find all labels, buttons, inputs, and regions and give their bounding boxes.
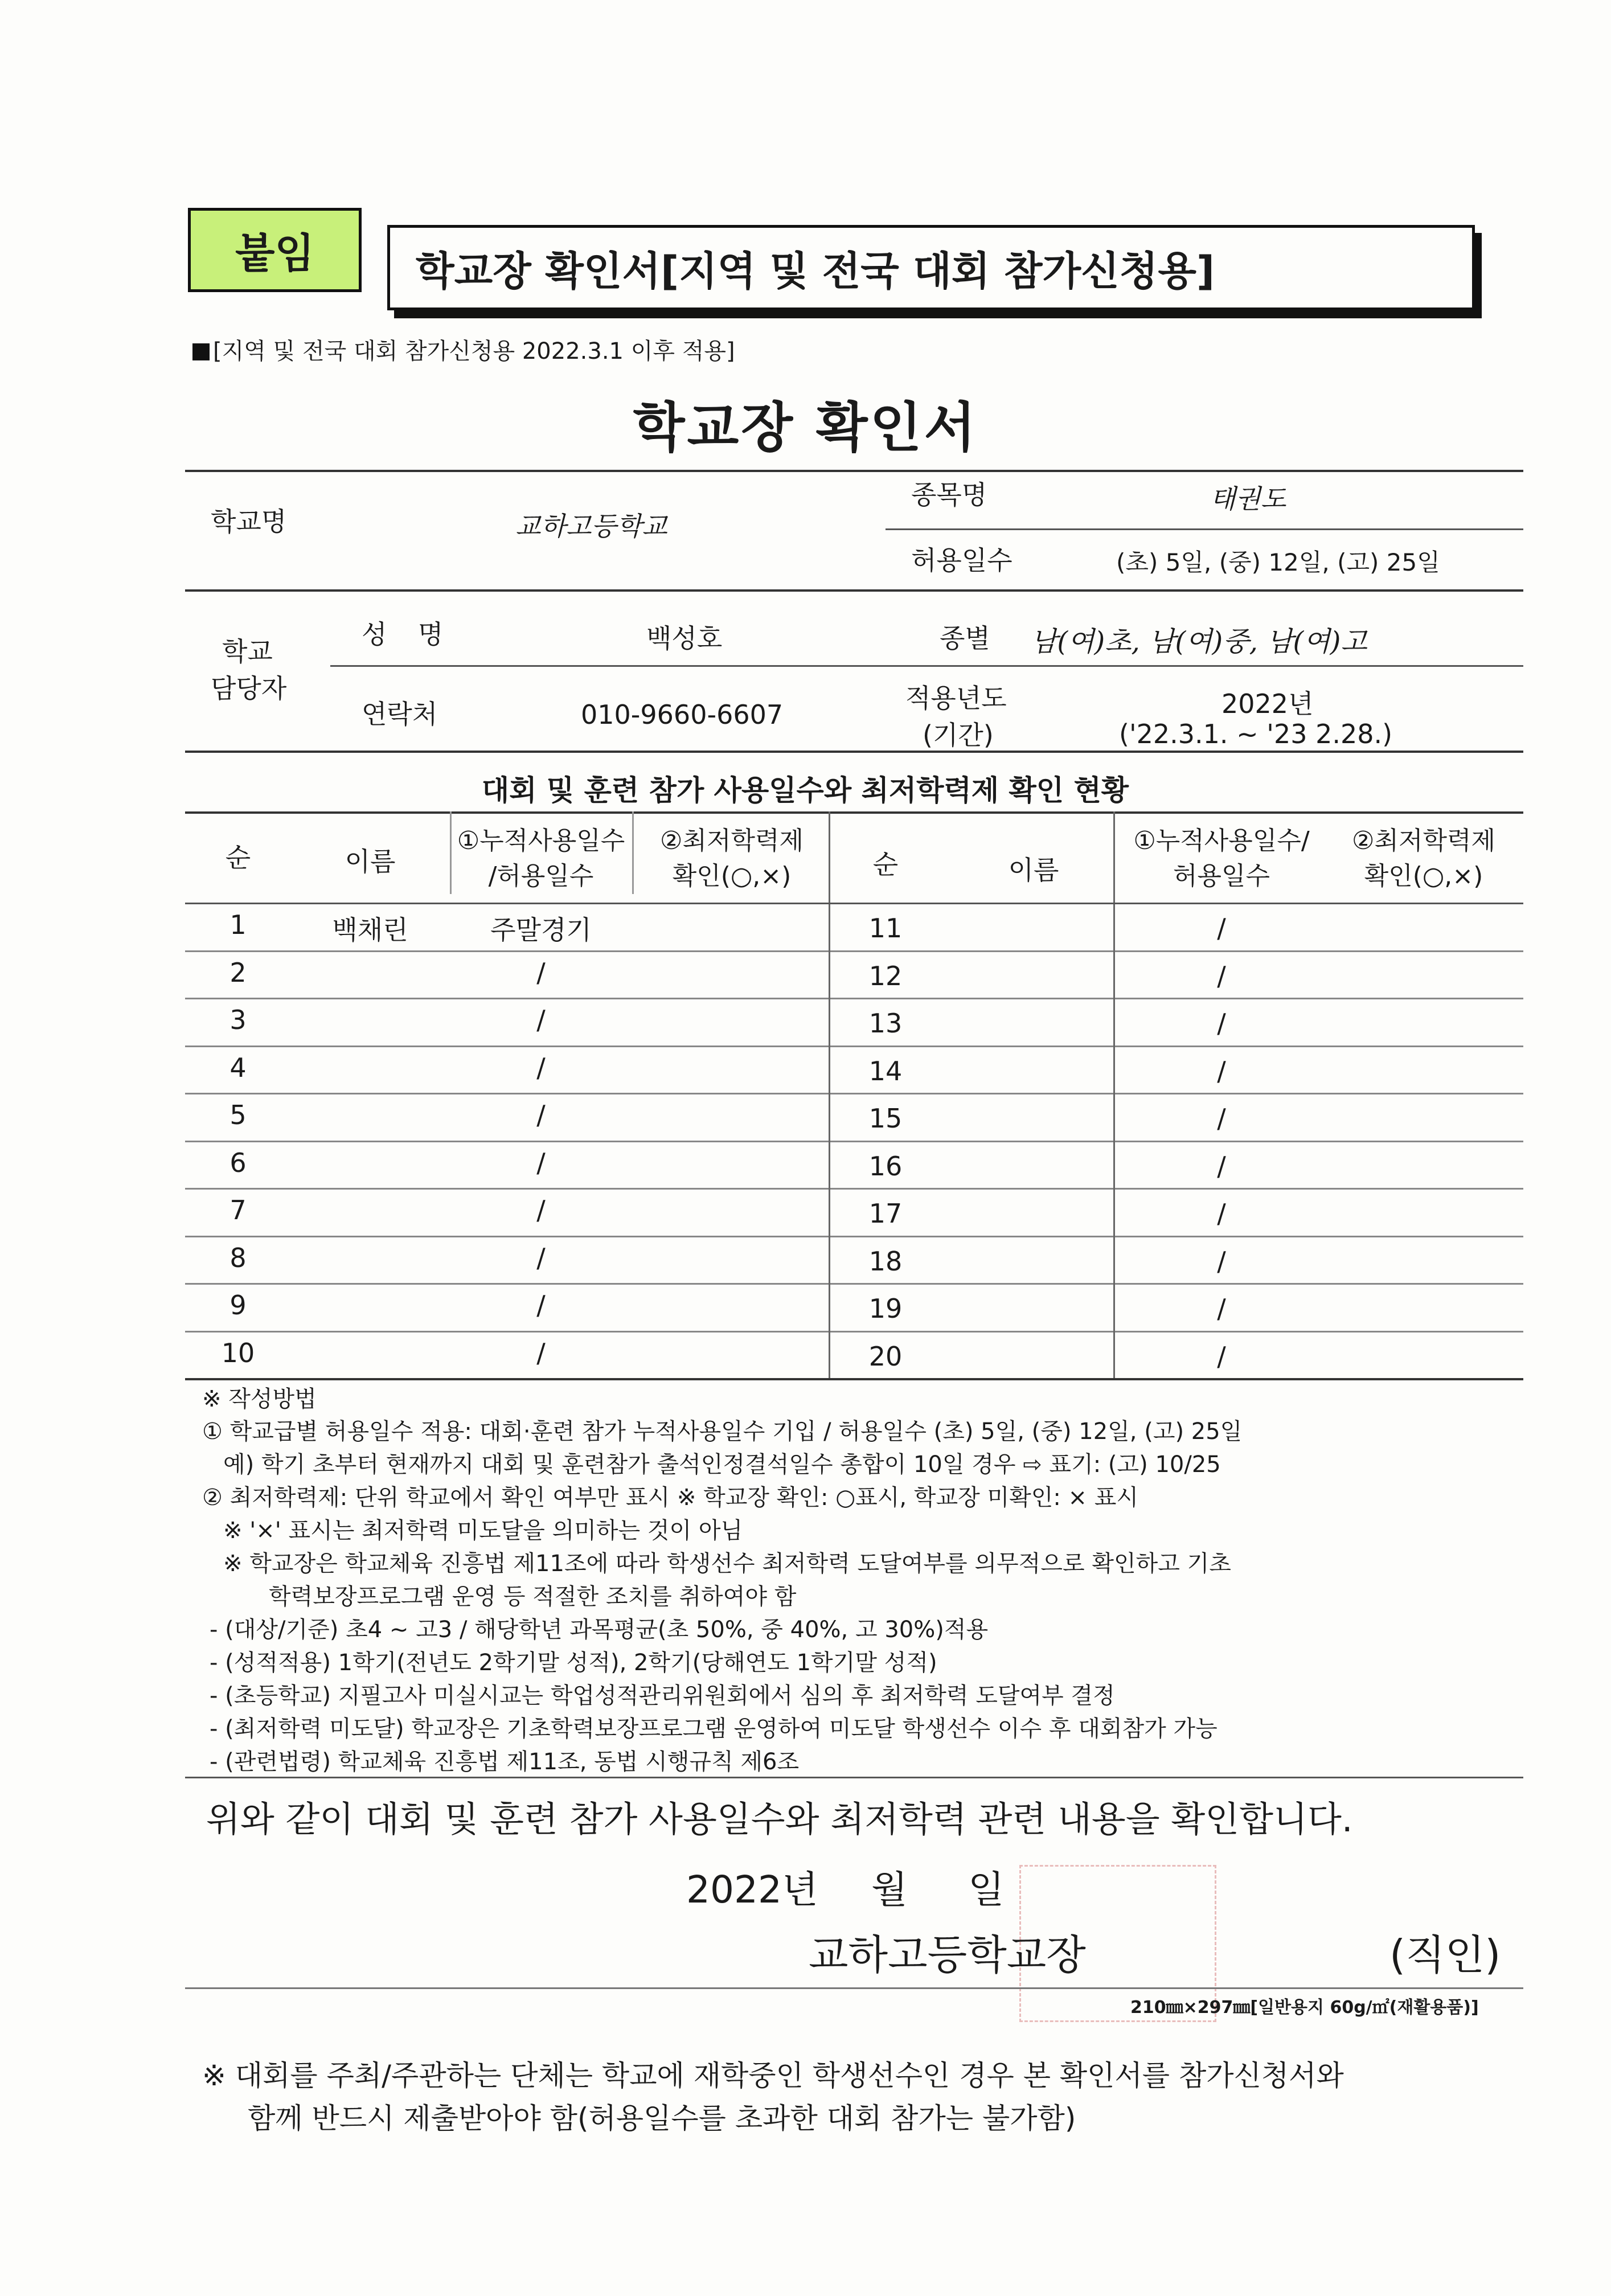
- footer-line-2: 함께 반드시 제출받아야 함(허용일수를 초과한 대회 참가는 불가함): [248, 2102, 1076, 2135]
- days-value: (초) 5일, (중) 12일, (고) 25일: [1116, 548, 1440, 576]
- note-2-sub-1: ※ '×' 표시는 최저학력 미도달을 의미하는 것이 아님: [223, 1518, 743, 1544]
- note-title: ※ 작성방법: [202, 1386, 317, 1412]
- date-year: 2022년: [686, 1868, 818, 1912]
- gender-value: 남(여)초, 남(여)중, 남(여)고: [1031, 626, 1367, 658]
- contact-value: 010-9660-6607: [581, 699, 784, 730]
- document-title: 학교장 확인서[지역 및 전국 대회 참가신청용]: [387, 225, 1475, 310]
- row-separator: [185, 950, 1523, 952]
- name-value: 백성호: [646, 623, 723, 654]
- note-2-sub-2: ※ 학교장은 학교체육 진흥법 제11조에 따라 학생선수 최저학력 도달여부를 의무적으로 확인하고 기초: [223, 1551, 1231, 1577]
- manager-mid-line: [330, 665, 1523, 667]
- notes-bottom-line: [185, 1777, 1523, 1778]
- event-value: 태권도: [1210, 483, 1286, 514]
- date-day: 일: [968, 1868, 1005, 1912]
- signer-name: 교하고등학교장: [809, 1931, 1086, 1979]
- note-1-example: 예) 학기 초부터 현재까지 대회 및 훈련참가 출석인정결석일수 총합이 10일 경우 ⇨ 표기: (고) 10/25: [223, 1452, 1221, 1478]
- manager-label-1: 학교: [222, 636, 273, 667]
- row-separator: [185, 1093, 1523, 1094]
- period-value: ('22.3.1. ~ '23 2.28.): [1119, 719, 1393, 749]
- signature-bottom-line: [185, 1987, 1523, 1989]
- square-bullet-icon: [192, 343, 210, 360]
- year-label-2: (기간): [923, 720, 994, 751]
- note-grade-period: - (성적적용) 1학기(전년도 2학기말 성적), 2학기(당해연도 1학기말 성적): [210, 1650, 937, 1676]
- row-separator: [185, 1283, 1523, 1285]
- row-separator: [185, 1188, 1523, 1190]
- status-table-top-line: [185, 811, 1523, 814]
- header-col-divider-2: [632, 811, 634, 894]
- school-label: 학교명: [211, 506, 287, 537]
- info-top-line: [185, 470, 1523, 472]
- note-2-sub-2-cont: 학력보장프로그램 운영 등 적절한 조치를 취하여야 함: [269, 1584, 797, 1610]
- year-label-1: 적용년도: [905, 683, 1007, 714]
- table-center-divider: [829, 811, 830, 1378]
- info-bottom-line: [185, 751, 1523, 753]
- note-below-standard: - (최저학력 미도달) 학교장은 기초학력보장프로그램 운영하여 미도달 학생선수 이수 후 대회참가 가능: [210, 1716, 1218, 1742]
- row-separator: [185, 998, 1523, 999]
- name-label: 성 명: [362, 619, 455, 650]
- note-1: ① 학교급별 허용일수 적용: 대회·훈련 참가 누적사용일수 기입 / 허용일수 (초) 5일, (중) 12일, (고) 25일: [202, 1418, 1243, 1445]
- paper-spec: 210㎜×297㎜[일반용지 60g/㎡(재활용품)]: [1130, 1998, 1479, 2018]
- row-separator: [185, 1046, 1523, 1047]
- year-value: 2022년: [1221, 688, 1314, 719]
- confirm-text: 위와 같이 대회 및 훈련 참가 사용일수와 최저학력 관련 내용을 확인합니다.: [206, 1798, 1353, 1840]
- days-label: 허용일수: [911, 545, 1012, 576]
- footer-line-1: ※ 대회를 주최/주관하는 단체는 학교에 재학중인 학생선수인 경우 본 확인서를 참가신청서와: [202, 2059, 1344, 2092]
- table-header-bottom-line: [185, 903, 1523, 904]
- row-separator: [185, 1331, 1523, 1332]
- notice-text: [지역 및 전국 대회 참가신청용 2022.3.1 이후 적용]: [213, 338, 735, 364]
- note-elementary: - (초등학교) 지필고사 미실시교는 학업성적관리위원회에서 심의 후 최저학력 도달여부 결정: [210, 1683, 1115, 1709]
- gender-label: 종별: [940, 623, 990, 654]
- school-value: 교하고등학교: [515, 511, 667, 542]
- contact-label: 연락처: [362, 699, 438, 729]
- row-separator: [185, 1236, 1523, 1237]
- table-right-col-divider: [1113, 811, 1115, 1378]
- note-target: - (대상/기준) 초4 ~ 고3 / 해당학년 과목평균(초 50%, 중 40%, 고 30%)적용: [210, 1617, 989, 1643]
- attachment-badge: 붙임: [188, 208, 362, 292]
- event-label: 종목명: [911, 479, 987, 510]
- date-month: 월: [871, 1868, 908, 1912]
- info-divider-line: [185, 589, 1523, 592]
- applicability-notice: [192, 333, 735, 366]
- info-mid-line: [886, 528, 1523, 530]
- header-col-divider-1: [450, 811, 452, 894]
- seal-label: (직인): [1389, 1931, 1501, 1979]
- note-2: ② 최저학력제: 단위 학교에서 확인 여부만 표시 ※ 학교장 확인: ○표시, 학교장 미확인: × 표시: [202, 1485, 1139, 1511]
- table-bottom-line: [185, 1378, 1523, 1380]
- main-title: 학교장 확인서: [633, 397, 978, 459]
- manager-label-2: 담당자: [211, 673, 287, 704]
- row-separator: [185, 1141, 1523, 1142]
- note-laws: - (관련법령) 학교체육 진흥법 제11조, 동법 시행규칙 제6조: [210, 1749, 800, 1775]
